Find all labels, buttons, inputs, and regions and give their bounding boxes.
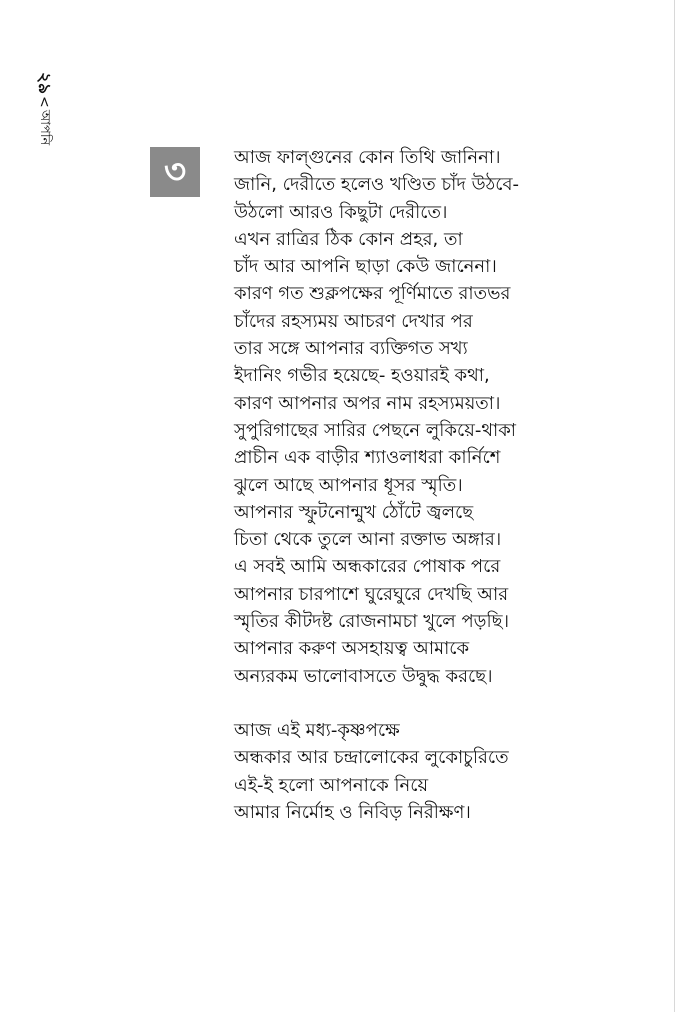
- poem-line: জানি, দেরীতে হলেও খণ্ডিত চাঁদ উঠবে-: [234, 174, 519, 196]
- poem-line: এখন রাত্রির ঠিক কোন প্রহর, তা: [234, 228, 463, 250]
- poem-line: ঝুলে আছে আপনার ধূসর স্মৃতি।: [234, 474, 463, 496]
- running-head-separator: <: [36, 96, 52, 108]
- poem-number-glyph: ৩: [163, 152, 187, 192]
- poem-line: তার সঙ্গে আপনার ব্যক্তিগত সখ্য: [234, 338, 468, 360]
- poem-line: প্রাচীন এক বাড়ীর শ্যাওলাধরা কার্নিশে: [234, 447, 501, 469]
- running-head-text: [34, 72, 54, 145]
- poem-line: সুপুরিগাছের সারির পেছনে লুকিয়ে-থাকা: [234, 419, 517, 441]
- poem-line: স্মৃতির কীটদষ্ট রোজনামচা খুলে পড়ছি।: [234, 611, 510, 633]
- poem-line: ইদানিং গভীর হয়েছে- হওয়ারই কথা,: [234, 365, 490, 387]
- poem-line: চাঁদ আর আপনি ছাড়া কেউ জানেনা।: [234, 256, 497, 278]
- poem-line: এই-ই হলো আপনাকে নিয়ে: [234, 774, 429, 796]
- running-head: [34, 72, 58, 146]
- poem-line: আপনার স্ফুটনোন্মুখ ঠোঁটে জ্বলছে: [234, 501, 474, 523]
- poem-number-box: [150, 147, 200, 197]
- poem-line: আমার নির্মোহ ও নিবিড় নিরীক্ষণ।: [234, 801, 471, 823]
- poem-line: আজ ফাল্গুনের কোন তিথি জানিনা।: [234, 147, 501, 168]
- poem-line: আজ এই মধ্য-কৃষ্ণপক্ষে: [234, 719, 400, 741]
- stanza-2: [234, 717, 644, 826]
- poem-line: আপনার চারপাশে ঘুরেঘুরে দেখছি আর: [234, 583, 509, 605]
- poem-line: আপনার করুণ অসহায়ত্ব আমাকে: [234, 638, 470, 660]
- poem-line: এ সবই আমি অন্ধকারের পোষাক পরে: [234, 556, 501, 578]
- poem-line: কারণ গত শুক্লপক্ষের পূর্ণিমাতে রাতভর: [234, 283, 511, 305]
- poem-line: অন্ধকার আর চন্দ্রালোকের লুকোচুরিতে: [234, 747, 509, 769]
- page-number: ২৯: [34, 72, 54, 95]
- stanza-1: [234, 144, 644, 690]
- poem-line: চিতা থেকে তুলে আনা রক্তাভ অঙ্গার।: [234, 529, 502, 551]
- book-title: আপনি: [37, 109, 52, 146]
- poem-body: [234, 144, 644, 826]
- poem-line: উঠলো আরও কিছুটা দেরীতে।: [234, 201, 448, 223]
- poem-line: চাঁদের রহস্যময় আচরণ দেখার পর: [234, 310, 473, 332]
- poem-line: অন্যরকম ভালোবাসতে উদ্বুদ্ধ করছে।: [234, 665, 493, 687]
- poem-line: কারণ আপনার অপর নাম রহস্যময়তা।: [234, 392, 501, 414]
